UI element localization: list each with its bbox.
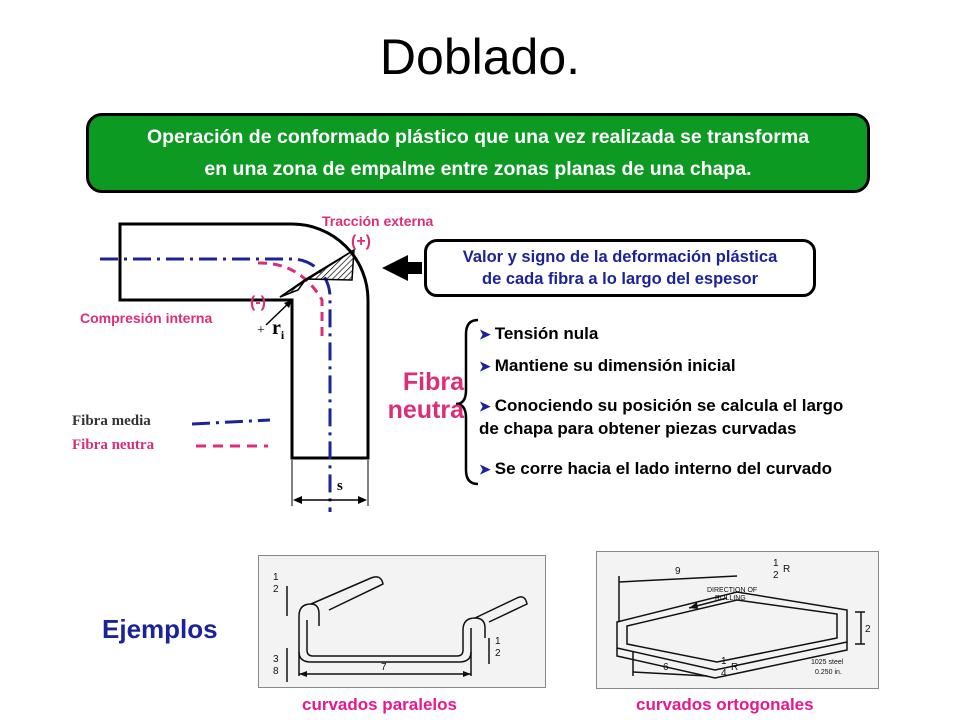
fibra-heading-line-2: neutra [387, 396, 464, 424]
steel-label-2: 0.250 in. [815, 669, 842, 676]
bullet-item-4 [479, 458, 832, 480]
ri-main: r [272, 317, 281, 339]
dim-right-2: 1 [773, 558, 779, 569]
ri-sub: i [280, 328, 285, 342]
steel-label-1: 1025 steel [811, 659, 844, 666]
orthogonal-bend-image [596, 551, 879, 689]
arrow-bullet-icon: ➤ [479, 461, 491, 477]
rolling-label-1: DIRECTION OF [707, 587, 758, 594]
orthogonal-bend-drawing [597, 552, 878, 688]
dim-left-2: 7 [381, 662, 387, 673]
dim-right-2b: 2 [773, 570, 779, 581]
caption-right: curvados ortogonales [636, 695, 814, 714]
valor-box [424, 239, 816, 297]
traccion-sign: (+) [351, 233, 371, 250]
bullet-item-1 [479, 323, 598, 345]
bullet-text-1: Tensión nula [494, 324, 599, 343]
arrow-bullet-icon: ➤ [479, 398, 491, 414]
dim-left-1b: 2 [273, 584, 279, 595]
dim-left-3b: 8 [273, 666, 279, 677]
definition-line-1: Operación de conformado plástico que una vez realizada se transforma [146, 126, 810, 148]
dim-left-4b: 2 [495, 648, 501, 659]
page-title: Doblado. [379, 29, 581, 85]
parallel-bend-drawing [259, 556, 545, 687]
fibra-neutra-heading [372, 368, 464, 424]
dim-right-4: 6 [663, 662, 669, 673]
valor-line-2: de cada fibra a lo largo del espesor [481, 270, 758, 288]
definition-line-2: en una zona de empalme entre zonas planas de una chapa. [204, 158, 752, 180]
arrow-bullet-icon: ➤ [479, 326, 491, 342]
caption-left: curvados paralelos [302, 695, 457, 714]
fibra-media-line [100, 259, 330, 512]
rolling-label-2: ROLLING [715, 595, 746, 602]
dim-left-1: 1 [273, 572, 279, 583]
s-label: s [337, 478, 343, 494]
dim-right-1: 9 [675, 566, 681, 577]
traccion-label: Tracción externa [322, 213, 434, 229]
dim-right-5c: R [731, 662, 739, 673]
compresion-label: Compresión interna [80, 310, 213, 326]
fibra-neutra-label: Fibra neutra [72, 437, 155, 453]
fibra-heading-line-1: Fibra [402, 368, 464, 396]
bullet-text-4: Se corre hacia el lado interno del curvado [494, 459, 833, 478]
dim-right-5: 1 [721, 656, 727, 667]
compresion-sign: (-) [250, 294, 266, 311]
dim-right-5b: 4 [721, 668, 727, 679]
fibra-media-label: Fibra media [72, 413, 151, 429]
examples-heading: Ejemplos [102, 614, 218, 644]
valor-line-1: Valor y signo de la deformación plástica [462, 248, 778, 266]
big-arrow-icon [382, 255, 422, 281]
dim-right-3: 2 [865, 624, 871, 635]
dim-right-2c: R [783, 564, 791, 575]
bullet-item-2 [479, 355, 736, 377]
dim-left-4: 1 [495, 636, 501, 647]
fibra-media-legend-line [192, 420, 270, 424]
bullet-text-3: Conociendo su posición se calcula el largo [494, 396, 844, 415]
parallel-bend-image [258, 555, 546, 688]
plus-sign: + [257, 323, 265, 338]
ri-label [272, 317, 284, 343]
dim-left-3: 3 [273, 654, 279, 665]
bullet-text-3-cont: de chapa para obtener piezas curvadas [479, 419, 797, 438]
bullet-item-3 [479, 395, 843, 417]
bullet-text-2: Mantiene su dimensión inicial [494, 356, 736, 375]
arrow-bullet-icon: ➤ [479, 358, 491, 374]
